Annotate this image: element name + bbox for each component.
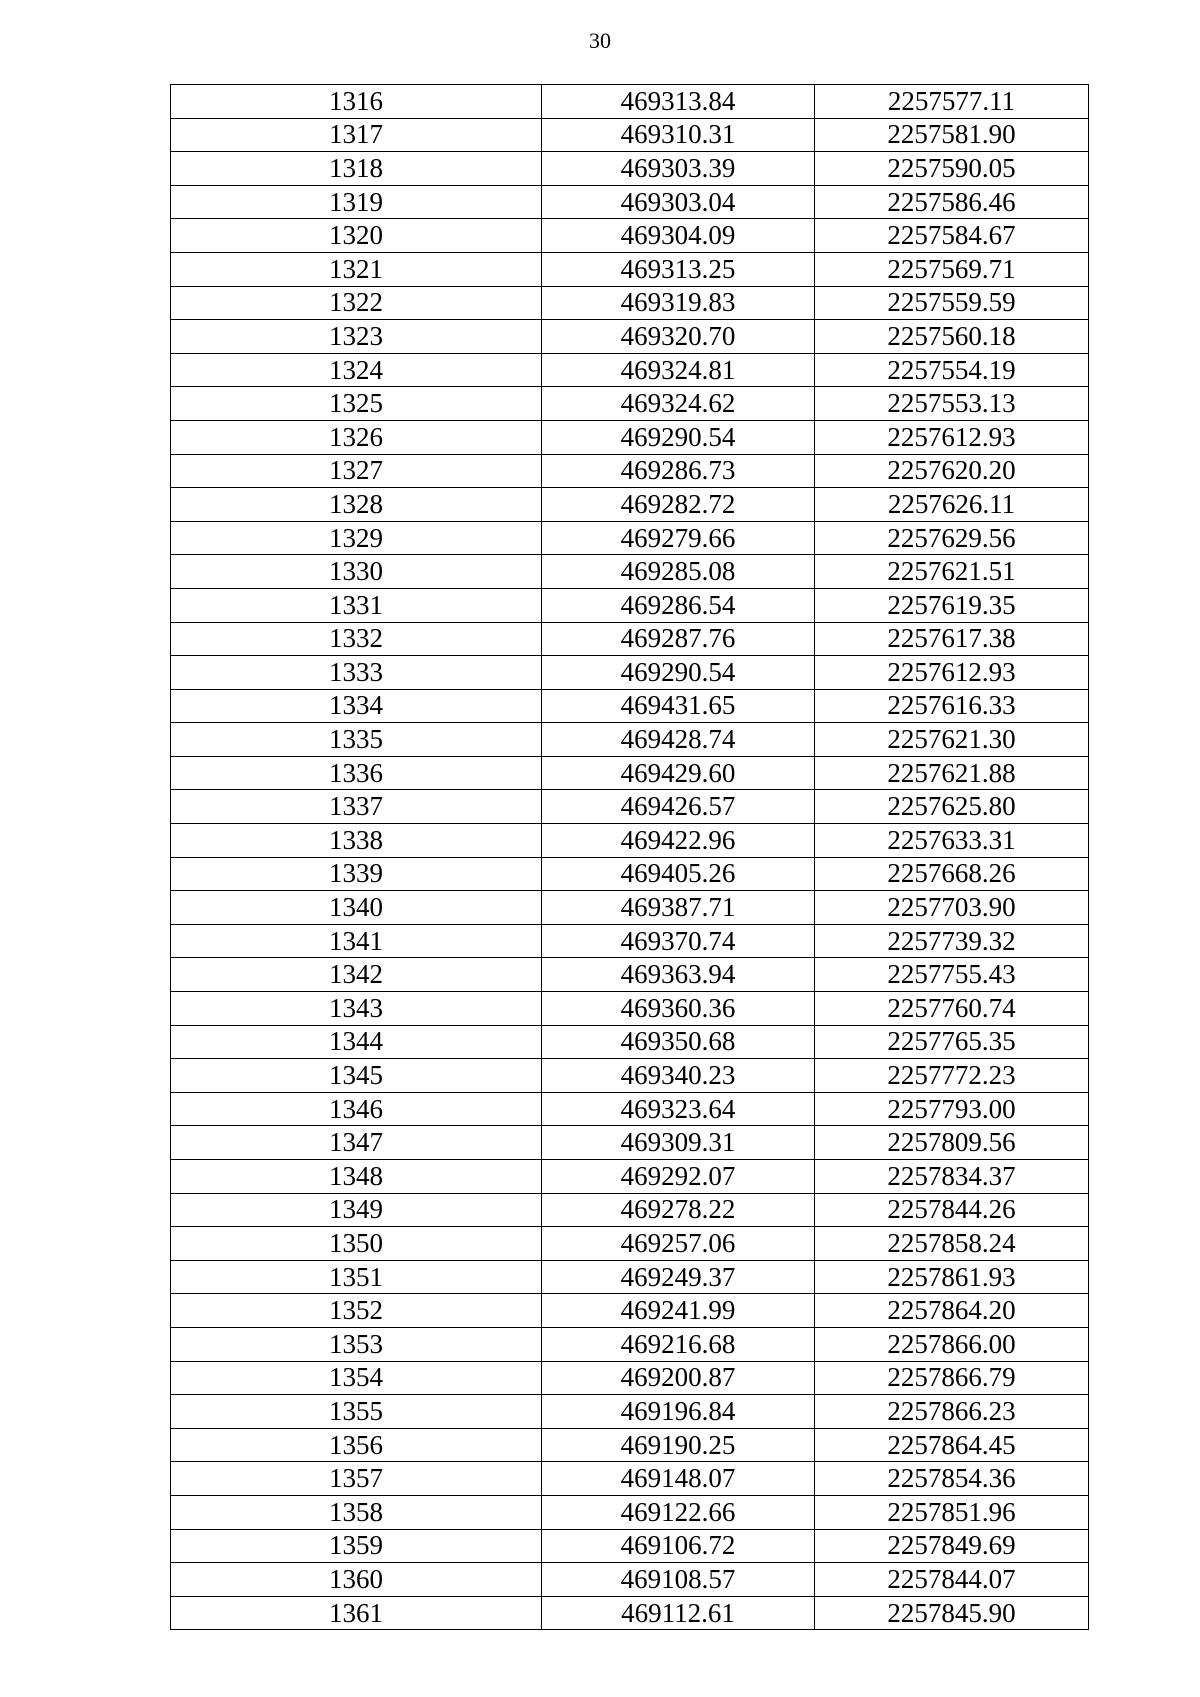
table-row [171, 756, 1089, 790]
x-coordinate-cell: 469340.23 [542, 1059, 815, 1093]
table-row [171, 1495, 1089, 1529]
point-number-cell: 1321 [171, 252, 542, 286]
y-coordinate-cell: 2257793.00 [815, 1092, 1089, 1126]
y-coordinate-cell: 2257584.67 [815, 219, 1089, 253]
x-coordinate-cell: 469148.07 [542, 1462, 815, 1496]
point-number-cell: 1361 [171, 1596, 542, 1630]
x-coordinate-cell: 469313.84 [542, 85, 815, 119]
y-coordinate-cell: 2257560.18 [815, 320, 1089, 354]
point-number-cell: 1325 [171, 387, 542, 421]
point-number-cell: 1347 [171, 1126, 542, 1160]
y-coordinate-cell: 2257617.38 [815, 622, 1089, 656]
table-row [171, 1596, 1089, 1630]
point-number-cell: 1355 [171, 1395, 542, 1429]
x-coordinate-cell: 469324.62 [542, 387, 815, 421]
x-coordinate-cell: 469428.74 [542, 723, 815, 757]
y-coordinate-cell: 2257616.33 [815, 689, 1089, 723]
table-row [171, 1227, 1089, 1261]
x-coordinate-cell: 469286.73 [542, 454, 815, 488]
table-row [171, 723, 1089, 757]
table-row [171, 521, 1089, 555]
y-coordinate-cell: 2257772.23 [815, 1059, 1089, 1093]
y-coordinate-cell: 2257765.35 [815, 1025, 1089, 1059]
point-number-cell: 1319 [171, 185, 542, 219]
y-coordinate-cell: 2257866.23 [815, 1395, 1089, 1429]
point-number-cell: 1331 [171, 588, 542, 622]
point-number-cell: 1333 [171, 656, 542, 690]
x-coordinate-cell: 469216.68 [542, 1327, 815, 1361]
point-number-cell: 1327 [171, 454, 542, 488]
y-coordinate-cell: 2257621.51 [815, 555, 1089, 589]
x-coordinate-cell: 469287.76 [542, 622, 815, 656]
table-row [171, 992, 1089, 1026]
table-row [171, 152, 1089, 186]
x-coordinate-cell: 469200.87 [542, 1361, 815, 1395]
point-number-cell: 1350 [171, 1227, 542, 1261]
point-number-cell: 1336 [171, 756, 542, 790]
y-coordinate-cell: 2257612.93 [815, 420, 1089, 454]
point-number-cell: 1316 [171, 85, 542, 119]
table-row [171, 588, 1089, 622]
y-coordinate-cell: 2257553.13 [815, 387, 1089, 421]
point-number-cell: 1342 [171, 958, 542, 992]
point-number-cell: 1335 [171, 723, 542, 757]
point-number-cell: 1345 [171, 1059, 542, 1093]
point-number-cell: 1341 [171, 924, 542, 958]
table-row [171, 1160, 1089, 1194]
x-coordinate-cell: 469290.54 [542, 656, 815, 690]
y-coordinate-cell: 2257554.19 [815, 353, 1089, 387]
coordinates-table [170, 84, 1089, 1630]
x-coordinate-cell: 469320.70 [542, 320, 815, 354]
x-coordinate-cell: 469108.57 [542, 1563, 815, 1597]
table-row [171, 1294, 1089, 1328]
x-coordinate-cell: 469304.09 [542, 219, 815, 253]
x-coordinate-cell: 469279.66 [542, 521, 815, 555]
x-coordinate-cell: 469405.26 [542, 857, 815, 891]
point-number-cell: 1320 [171, 219, 542, 253]
y-coordinate-cell: 2257559.59 [815, 286, 1089, 320]
x-coordinate-cell: 469190.25 [542, 1428, 815, 1462]
table-row [171, 555, 1089, 589]
table-row [171, 252, 1089, 286]
point-number-cell: 1349 [171, 1193, 542, 1227]
table-row [171, 320, 1089, 354]
table-row [171, 790, 1089, 824]
point-number-cell: 1356 [171, 1428, 542, 1462]
y-coordinate-cell: 2257854.36 [815, 1462, 1089, 1496]
x-coordinate-cell: 469363.94 [542, 958, 815, 992]
x-coordinate-cell: 469112.61 [542, 1596, 815, 1630]
x-coordinate-cell: 469286.54 [542, 588, 815, 622]
y-coordinate-cell: 2257844.07 [815, 1563, 1089, 1597]
y-coordinate-cell: 2257626.11 [815, 488, 1089, 522]
table-row [171, 1092, 1089, 1126]
y-coordinate-cell: 2257845.90 [815, 1596, 1089, 1630]
table-row [171, 1126, 1089, 1160]
coordinates-table-body [171, 85, 1089, 1630]
table-row [171, 1327, 1089, 1361]
table-row [171, 689, 1089, 723]
point-number-cell: 1337 [171, 790, 542, 824]
point-number-cell: 1354 [171, 1361, 542, 1395]
x-coordinate-cell: 469422.96 [542, 824, 815, 858]
point-number-cell: 1346 [171, 1092, 542, 1126]
x-coordinate-cell: 469350.68 [542, 1025, 815, 1059]
table-row [171, 1563, 1089, 1597]
point-number-cell: 1326 [171, 420, 542, 454]
point-number-cell: 1359 [171, 1529, 542, 1563]
point-number-cell: 1358 [171, 1495, 542, 1529]
y-coordinate-cell: 2257621.88 [815, 756, 1089, 790]
table-row [171, 1529, 1089, 1563]
table-row [171, 1193, 1089, 1227]
table-row [171, 454, 1089, 488]
y-coordinate-cell: 2257866.79 [815, 1361, 1089, 1395]
y-coordinate-cell: 2257569.71 [815, 252, 1089, 286]
y-coordinate-cell: 2257577.11 [815, 85, 1089, 119]
y-coordinate-cell: 2257866.00 [815, 1327, 1089, 1361]
point-number-cell: 1340 [171, 891, 542, 925]
y-coordinate-cell: 2257849.69 [815, 1529, 1089, 1563]
x-coordinate-cell: 469431.65 [542, 689, 815, 723]
x-coordinate-cell: 469313.25 [542, 252, 815, 286]
table-row [171, 118, 1089, 152]
table-row [171, 857, 1089, 891]
table-row [171, 1059, 1089, 1093]
point-number-cell: 1360 [171, 1563, 542, 1597]
x-coordinate-cell: 469196.84 [542, 1395, 815, 1429]
table-row [171, 622, 1089, 656]
table-row [171, 488, 1089, 522]
x-coordinate-cell: 469309.31 [542, 1126, 815, 1160]
x-coordinate-cell: 469319.83 [542, 286, 815, 320]
y-coordinate-cell: 2257633.31 [815, 824, 1089, 858]
y-coordinate-cell: 2257668.26 [815, 857, 1089, 891]
y-coordinate-cell: 2257612.93 [815, 656, 1089, 690]
point-number-cell: 1318 [171, 152, 542, 186]
x-coordinate-cell: 469285.08 [542, 555, 815, 589]
x-coordinate-cell: 469429.60 [542, 756, 815, 790]
x-coordinate-cell: 469370.74 [542, 924, 815, 958]
x-coordinate-cell: 469241.99 [542, 1294, 815, 1328]
point-number-cell: 1353 [171, 1327, 542, 1361]
y-coordinate-cell: 2257864.20 [815, 1294, 1089, 1328]
table-row [171, 420, 1089, 454]
x-coordinate-cell: 469282.72 [542, 488, 815, 522]
x-coordinate-cell: 469323.64 [542, 1092, 815, 1126]
point-number-cell: 1334 [171, 689, 542, 723]
point-number-cell: 1317 [171, 118, 542, 152]
table-row [171, 1025, 1089, 1059]
x-coordinate-cell: 469292.07 [542, 1160, 815, 1194]
x-coordinate-cell: 469310.31 [542, 118, 815, 152]
y-coordinate-cell: 2257703.90 [815, 891, 1089, 925]
point-number-cell: 1339 [171, 857, 542, 891]
table-row [171, 891, 1089, 925]
y-coordinate-cell: 2257864.45 [815, 1428, 1089, 1462]
y-coordinate-cell: 2257861.93 [815, 1260, 1089, 1294]
table-row [171, 1428, 1089, 1462]
point-number-cell: 1343 [171, 992, 542, 1026]
x-coordinate-cell: 469249.37 [542, 1260, 815, 1294]
x-coordinate-cell: 469106.72 [542, 1529, 815, 1563]
table-row [171, 1361, 1089, 1395]
table-row [171, 1260, 1089, 1294]
point-number-cell: 1322 [171, 286, 542, 320]
table-row [171, 824, 1089, 858]
y-coordinate-cell: 2257586.46 [815, 185, 1089, 219]
y-coordinate-cell: 2257755.43 [815, 958, 1089, 992]
y-coordinate-cell: 2257834.37 [815, 1160, 1089, 1194]
point-number-cell: 1329 [171, 521, 542, 555]
y-coordinate-cell: 2257809.56 [815, 1126, 1089, 1160]
x-coordinate-cell: 469303.04 [542, 185, 815, 219]
y-coordinate-cell: 2257851.96 [815, 1495, 1089, 1529]
table-row [171, 85, 1089, 119]
table-row [171, 924, 1089, 958]
table-row [171, 185, 1089, 219]
y-coordinate-cell: 2257760.74 [815, 992, 1089, 1026]
table-row [171, 353, 1089, 387]
y-coordinate-cell: 2257619.35 [815, 588, 1089, 622]
x-coordinate-cell: 469360.36 [542, 992, 815, 1026]
x-coordinate-cell: 469387.71 [542, 891, 815, 925]
table-row [171, 286, 1089, 320]
x-coordinate-cell: 469290.54 [542, 420, 815, 454]
point-number-cell: 1357 [171, 1462, 542, 1496]
x-coordinate-cell: 469278.22 [542, 1193, 815, 1227]
y-coordinate-cell: 2257620.20 [815, 454, 1089, 488]
x-coordinate-cell: 469303.39 [542, 152, 815, 186]
point-number-cell: 1332 [171, 622, 542, 656]
table-row [171, 958, 1089, 992]
y-coordinate-cell: 2257858.24 [815, 1227, 1089, 1261]
x-coordinate-cell: 469324.81 [542, 353, 815, 387]
table-row [171, 1395, 1089, 1429]
table-row [171, 387, 1089, 421]
y-coordinate-cell: 2257629.56 [815, 521, 1089, 555]
y-coordinate-cell: 2257590.05 [815, 152, 1089, 186]
y-coordinate-cell: 2257844.26 [815, 1193, 1089, 1227]
point-number-cell: 1352 [171, 1294, 542, 1328]
point-number-cell: 1328 [171, 488, 542, 522]
point-number-cell: 1330 [171, 555, 542, 589]
x-coordinate-cell: 469122.66 [542, 1495, 815, 1529]
x-coordinate-cell: 469426.57 [542, 790, 815, 824]
y-coordinate-cell: 2257581.90 [815, 118, 1089, 152]
point-number-cell: 1323 [171, 320, 542, 354]
point-number-cell: 1351 [171, 1260, 542, 1294]
table-row [171, 656, 1089, 690]
x-coordinate-cell: 469257.06 [542, 1227, 815, 1261]
point-number-cell: 1344 [171, 1025, 542, 1059]
table-row [171, 219, 1089, 253]
point-number-cell: 1348 [171, 1160, 542, 1194]
table-row [171, 1462, 1089, 1496]
point-number-cell: 1338 [171, 824, 542, 858]
page-number: 30 [589, 28, 611, 53]
y-coordinate-cell: 2257739.32 [815, 924, 1089, 958]
y-coordinate-cell: 2257625.80 [815, 790, 1089, 824]
y-coordinate-cell: 2257621.30 [815, 723, 1089, 757]
point-number-cell: 1324 [171, 353, 542, 387]
